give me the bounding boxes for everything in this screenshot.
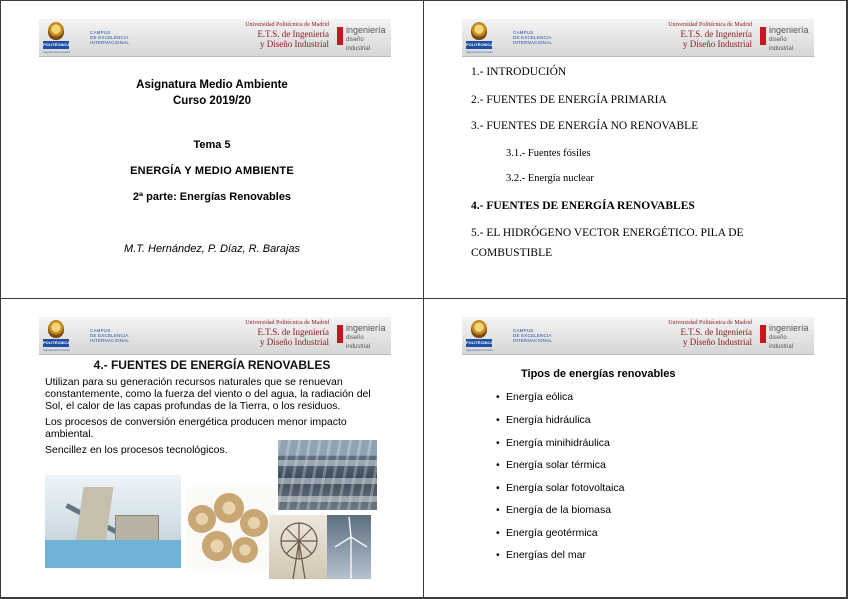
campus-line: CAMPUS [513,30,534,35]
logo-text: ingeniería [346,323,386,333]
authors: M.T. Hernández, P. Díaz, R. Barajas [123,243,301,255]
school-line: E.T.S. de Ingeniería [257,327,329,337]
index-subitem: 3.1.- Fuentes fósiles [506,148,591,159]
campus-excelencia-label [90,328,129,343]
logo-text: ingeniería [769,323,809,333]
slide-main-title: ENERGÍA Y MEDIO AMBIENTE [130,165,294,177]
upm-logo: POLITÉCNICA [43,42,71,47]
index-item: 2.- FUENTES DE ENERGÍA PRIMARIA [471,94,667,106]
ingenieria-diseno-logo [337,321,387,350]
school-line: E.T.S. de Ingeniería [257,29,329,39]
windmill-image [269,515,329,579]
biomass-logs-image [186,487,276,569]
campus-line: DE EXCELENCIA [513,35,552,40]
school-name [668,320,752,347]
upm-logo: POLITÉCNICA [43,340,71,345]
header-banner [462,317,814,355]
slide-heading: 4.- FUENTES DE ENERGÍA RENOVABLES [93,358,331,372]
logo-red-bar-icon [760,325,766,343]
logo-text: diseño industrial [769,37,794,52]
course-heading [1,77,423,109]
logo-red-bar-icon [337,325,343,343]
upm-seal-icon [48,320,64,338]
campus-excelencia-label [90,30,129,45]
campus-line: CAMPUS [513,328,534,333]
wind-turbine-image [327,515,371,579]
campus-line: DE EXCELENCIA [90,333,129,338]
campus-line: CAMPUS [90,328,111,333]
school-line: y Diseño Industrial [260,39,329,49]
slide-title [1,1,423,298]
list-item: • Energías del mar [496,549,586,561]
paragraph: Sencillez en los procesos tecnológicos. [45,444,228,456]
university-name: Universidad Politécnica de Madrid [668,22,752,28]
campus-line: INTERNACIONAL [90,338,130,343]
list-item: • Energía hidráulica [496,414,591,426]
upm-seal-icon [471,22,487,40]
solar-panels-image [278,440,377,510]
school-line: y Diseño Industrial [683,337,752,347]
header-banner [39,317,391,355]
list-item: • Energía eólica [496,391,573,403]
index-item-current: 4.- FUENTES DE ENERGÍA RENOVABLES [471,200,695,212]
campus-line: CAMPUS [90,30,111,35]
school-name [668,22,752,49]
school-name [245,22,329,49]
upm-logo: POLITÉCNICA [466,340,494,345]
index-item: 3.- FUENTES DE ENERGÍA NO RENOVABLE [471,120,699,132]
ingenieria-diseno-logo [337,23,387,52]
campus-line: DE EXCELENCIA [513,333,552,338]
upm-tagline: Ingeniamos el futuro [466,348,494,352]
logo-text: diseño industrial [346,335,371,350]
index-item: 5.- EL HIDRÓGENO VECTOR ENERGÉTICO. PILA DE COMBUSTIBLE [471,227,744,259]
list-item: • Energía solar térmica [496,459,606,471]
upm-seal-icon [48,22,64,40]
school-name [245,320,329,347]
campus-excelencia-label [513,30,552,45]
slide-renewable-types [424,299,846,597]
school-line: y Diseño Industrial [683,39,752,49]
list-item: • Energía solar fotovoltaica [496,482,624,494]
ingenieria-diseno-logo [760,321,810,350]
list-item: • Energía de la biomasa [496,504,611,516]
logo-text: ingeniería [346,25,386,35]
upm-tagline: Ingeniamos el futuro [43,348,71,352]
ingenieria-diseno-logo [760,23,810,52]
university-name: Universidad Politécnica de Madrid [668,320,752,326]
campus-line: INTERNACIONAL [513,40,553,45]
school-line: E.T.S. de Ingeniería [680,327,752,337]
logo-text: diseño industrial [346,37,371,52]
upm-tagline: Ingeniamos el futuro [466,50,494,54]
upm-tagline: Ingeniamos el futuro [43,50,71,54]
slide-heading: Tipos de energías renovables [521,368,676,380]
university-name: Universidad Politécnica de Madrid [245,320,329,326]
logo-red-bar-icon [760,27,766,45]
subject-name: Asignatura Medio Ambiente [136,79,288,91]
index-subitem: 3.2.- Energía nuclear [506,173,594,184]
upm-logo: POLITÉCNICA [466,42,494,47]
school-line: E.T.S. de Ingeniería [680,29,752,39]
campus-line: INTERNACIONAL [513,338,553,343]
campus-line: DE EXCELENCIA [90,35,129,40]
campus-excelencia-label [513,328,552,343]
course-year: Curso 2019/20 [173,95,251,107]
slide-index [424,1,846,298]
header-banner [39,19,391,57]
hydroelectric-diagram-image [45,475,181,568]
part-subtitle: 2ª parte: Energías Renovables [132,191,292,203]
logo-text: diseño industrial [769,335,794,350]
index-item: 1.- INTRODUCIÓN [471,66,567,78]
list-item: • Energía geotérmica [496,527,598,539]
paragraph: Utilizan para su generación recursos naturales que se renuevan constantemente, como la fuerza del viento o del agua, la radiación del Sol, el calor de las capas profundas de la Tierra, o los residuos. [45,376,371,412]
school-line: y Diseño Industrial [260,337,329,347]
upm-seal-icon [471,320,487,338]
slide-renewables-intro [1,299,423,597]
paragraph: Los procesos de conversión energética producen menor impacto ambiental. [45,416,347,440]
logo-red-bar-icon [337,27,343,45]
campus-line: INTERNACIONAL [90,40,130,45]
logo-text: ingeniería [769,25,809,35]
header-banner [462,19,814,57]
university-name: Universidad Politécnica de Madrid [245,22,329,28]
tema-number: Tema 5 [193,139,231,151]
list-item: • Energía minihidráulica [496,437,610,449]
